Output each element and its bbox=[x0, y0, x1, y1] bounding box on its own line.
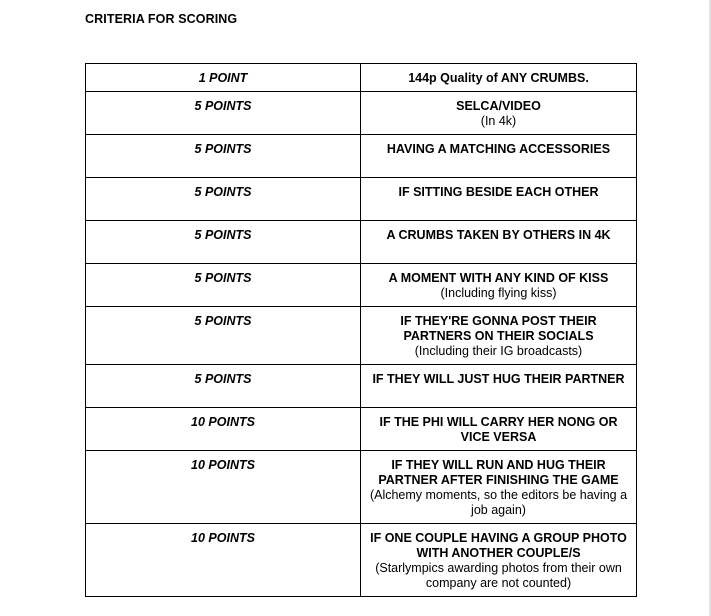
criteria-text: IF SITTING BESIDE EACH OTHER bbox=[398, 185, 599, 199]
criteria-text: IF THEY WILL JUST HUG THEIR PARTNER bbox=[372, 372, 625, 386]
points-cell: 1 POINT bbox=[86, 64, 361, 92]
criteria-note: (Including flying kiss) bbox=[440, 286, 557, 300]
criteria-note: (Alchemy moments, so the editors be having a job again) bbox=[369, 488, 628, 517]
criteria-cell bbox=[361, 524, 637, 597]
table-row bbox=[86, 365, 637, 408]
criteria-cell bbox=[361, 178, 637, 221]
points-cell: 10 POINTS bbox=[86, 524, 361, 597]
criteria-cell bbox=[361, 264, 637, 307]
table-row bbox=[86, 408, 637, 451]
table-row bbox=[86, 178, 637, 221]
points-cell: 5 POINTS bbox=[86, 365, 361, 408]
criteria-cell bbox=[361, 92, 637, 135]
criteria-text: IF THEY WILL RUN AND HUG THEIR PARTNER AFTER FINISHING THE GAME bbox=[378, 458, 619, 487]
criteria-text: SELCA/VIDEO bbox=[456, 99, 541, 113]
criteria-text: 144p Quality of ANY CRUMBS. bbox=[408, 71, 589, 85]
document-title: CRITERIA FOR SCORING bbox=[85, 12, 238, 26]
table-row bbox=[86, 221, 637, 264]
table-row bbox=[86, 92, 637, 135]
table-row bbox=[86, 451, 637, 524]
points-cell: 5 POINTS bbox=[86, 264, 361, 307]
table-row bbox=[86, 264, 637, 307]
criteria-note: (Starlympics awarding photos from their own company are not counted) bbox=[375, 561, 622, 590]
points-cell: 5 POINTS bbox=[86, 92, 361, 135]
criteria-cell bbox=[361, 365, 637, 408]
criteria-text: HAVING A MATCHING ACCESSORIES bbox=[386, 142, 611, 156]
criteria-text: IF THE PHI WILL CARRY HER NONG OR VICE VERSA bbox=[379, 415, 618, 444]
criteria-cell bbox=[361, 451, 637, 524]
table-row bbox=[86, 135, 637, 178]
points-cell: 10 POINTS bbox=[86, 408, 361, 451]
table-row bbox=[86, 524, 637, 597]
criteria-text: IF THEY'RE GONNA POST THEIR PARTNERS ON THEIR SOCIALS bbox=[400, 314, 597, 343]
criteria-cell bbox=[361, 64, 637, 92]
criteria-text: A MOMENT WITH ANY KIND OF KISS bbox=[388, 271, 609, 285]
table-row bbox=[86, 64, 637, 92]
points-cell: 5 POINTS bbox=[86, 307, 361, 365]
criteria-note: (In 4k) bbox=[480, 114, 517, 128]
criteria-text: IF ONE COUPLE HAVING A GROUP PHOTO WITH ANOTHER COUPLE/S bbox=[370, 531, 627, 560]
criteria-text: A CRUMBS TAKEN BY OTHERS IN 4K bbox=[386, 228, 611, 242]
criteria-cell bbox=[361, 307, 637, 365]
criteria-cell bbox=[361, 221, 637, 264]
points-cell: 5 POINTS bbox=[86, 135, 361, 178]
table-row bbox=[86, 307, 637, 365]
points-cell: 10 POINTS bbox=[86, 451, 361, 524]
points-cell: 5 POINTS bbox=[86, 221, 361, 264]
criteria-cell bbox=[361, 408, 637, 451]
scoring-criteria-table bbox=[85, 63, 637, 597]
criteria-cell bbox=[361, 135, 637, 178]
criteria-note: (Including their IG broadcasts) bbox=[414, 344, 583, 358]
points-cell: 5 POINTS bbox=[86, 178, 361, 221]
